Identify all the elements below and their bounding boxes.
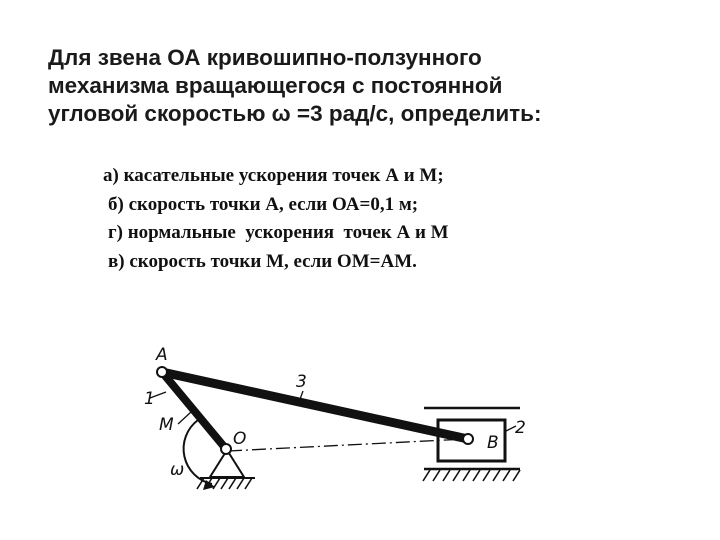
label-link-2: 2 [515,418,526,438]
joint-a [157,367,167,377]
label-b: B [487,433,499,453]
axis-line [228,439,466,451]
label-link-3: 3 [296,372,307,392]
task-v: в) скорость точки М, если ОМ=АМ. [108,251,417,272]
label-o: O [233,429,247,449]
statement-line-3: угловой скоростью ω =3 рад/с, определить: [48,101,542,126]
label-a: A [156,345,168,365]
leader-m [178,412,191,424]
label-omega: ω [170,460,185,480]
joint-o [221,444,231,454]
joint-b [463,434,473,444]
task-b: б) скорость точки А, если ОА=0,1 м; [108,194,419,215]
task-a: а) касательные ускорения точек А и М; [103,165,444,186]
statement-line-1: Для звена ОА кривошипно-ползунного [48,45,482,70]
task-g: г) нормальные ускорения точек А и М [108,222,449,243]
statement-line-2: механизма вращающегося с постоянной [48,73,503,98]
label-m: M [159,415,174,435]
guide-hatch [423,470,520,481]
label-link-1: 1 [144,389,155,409]
